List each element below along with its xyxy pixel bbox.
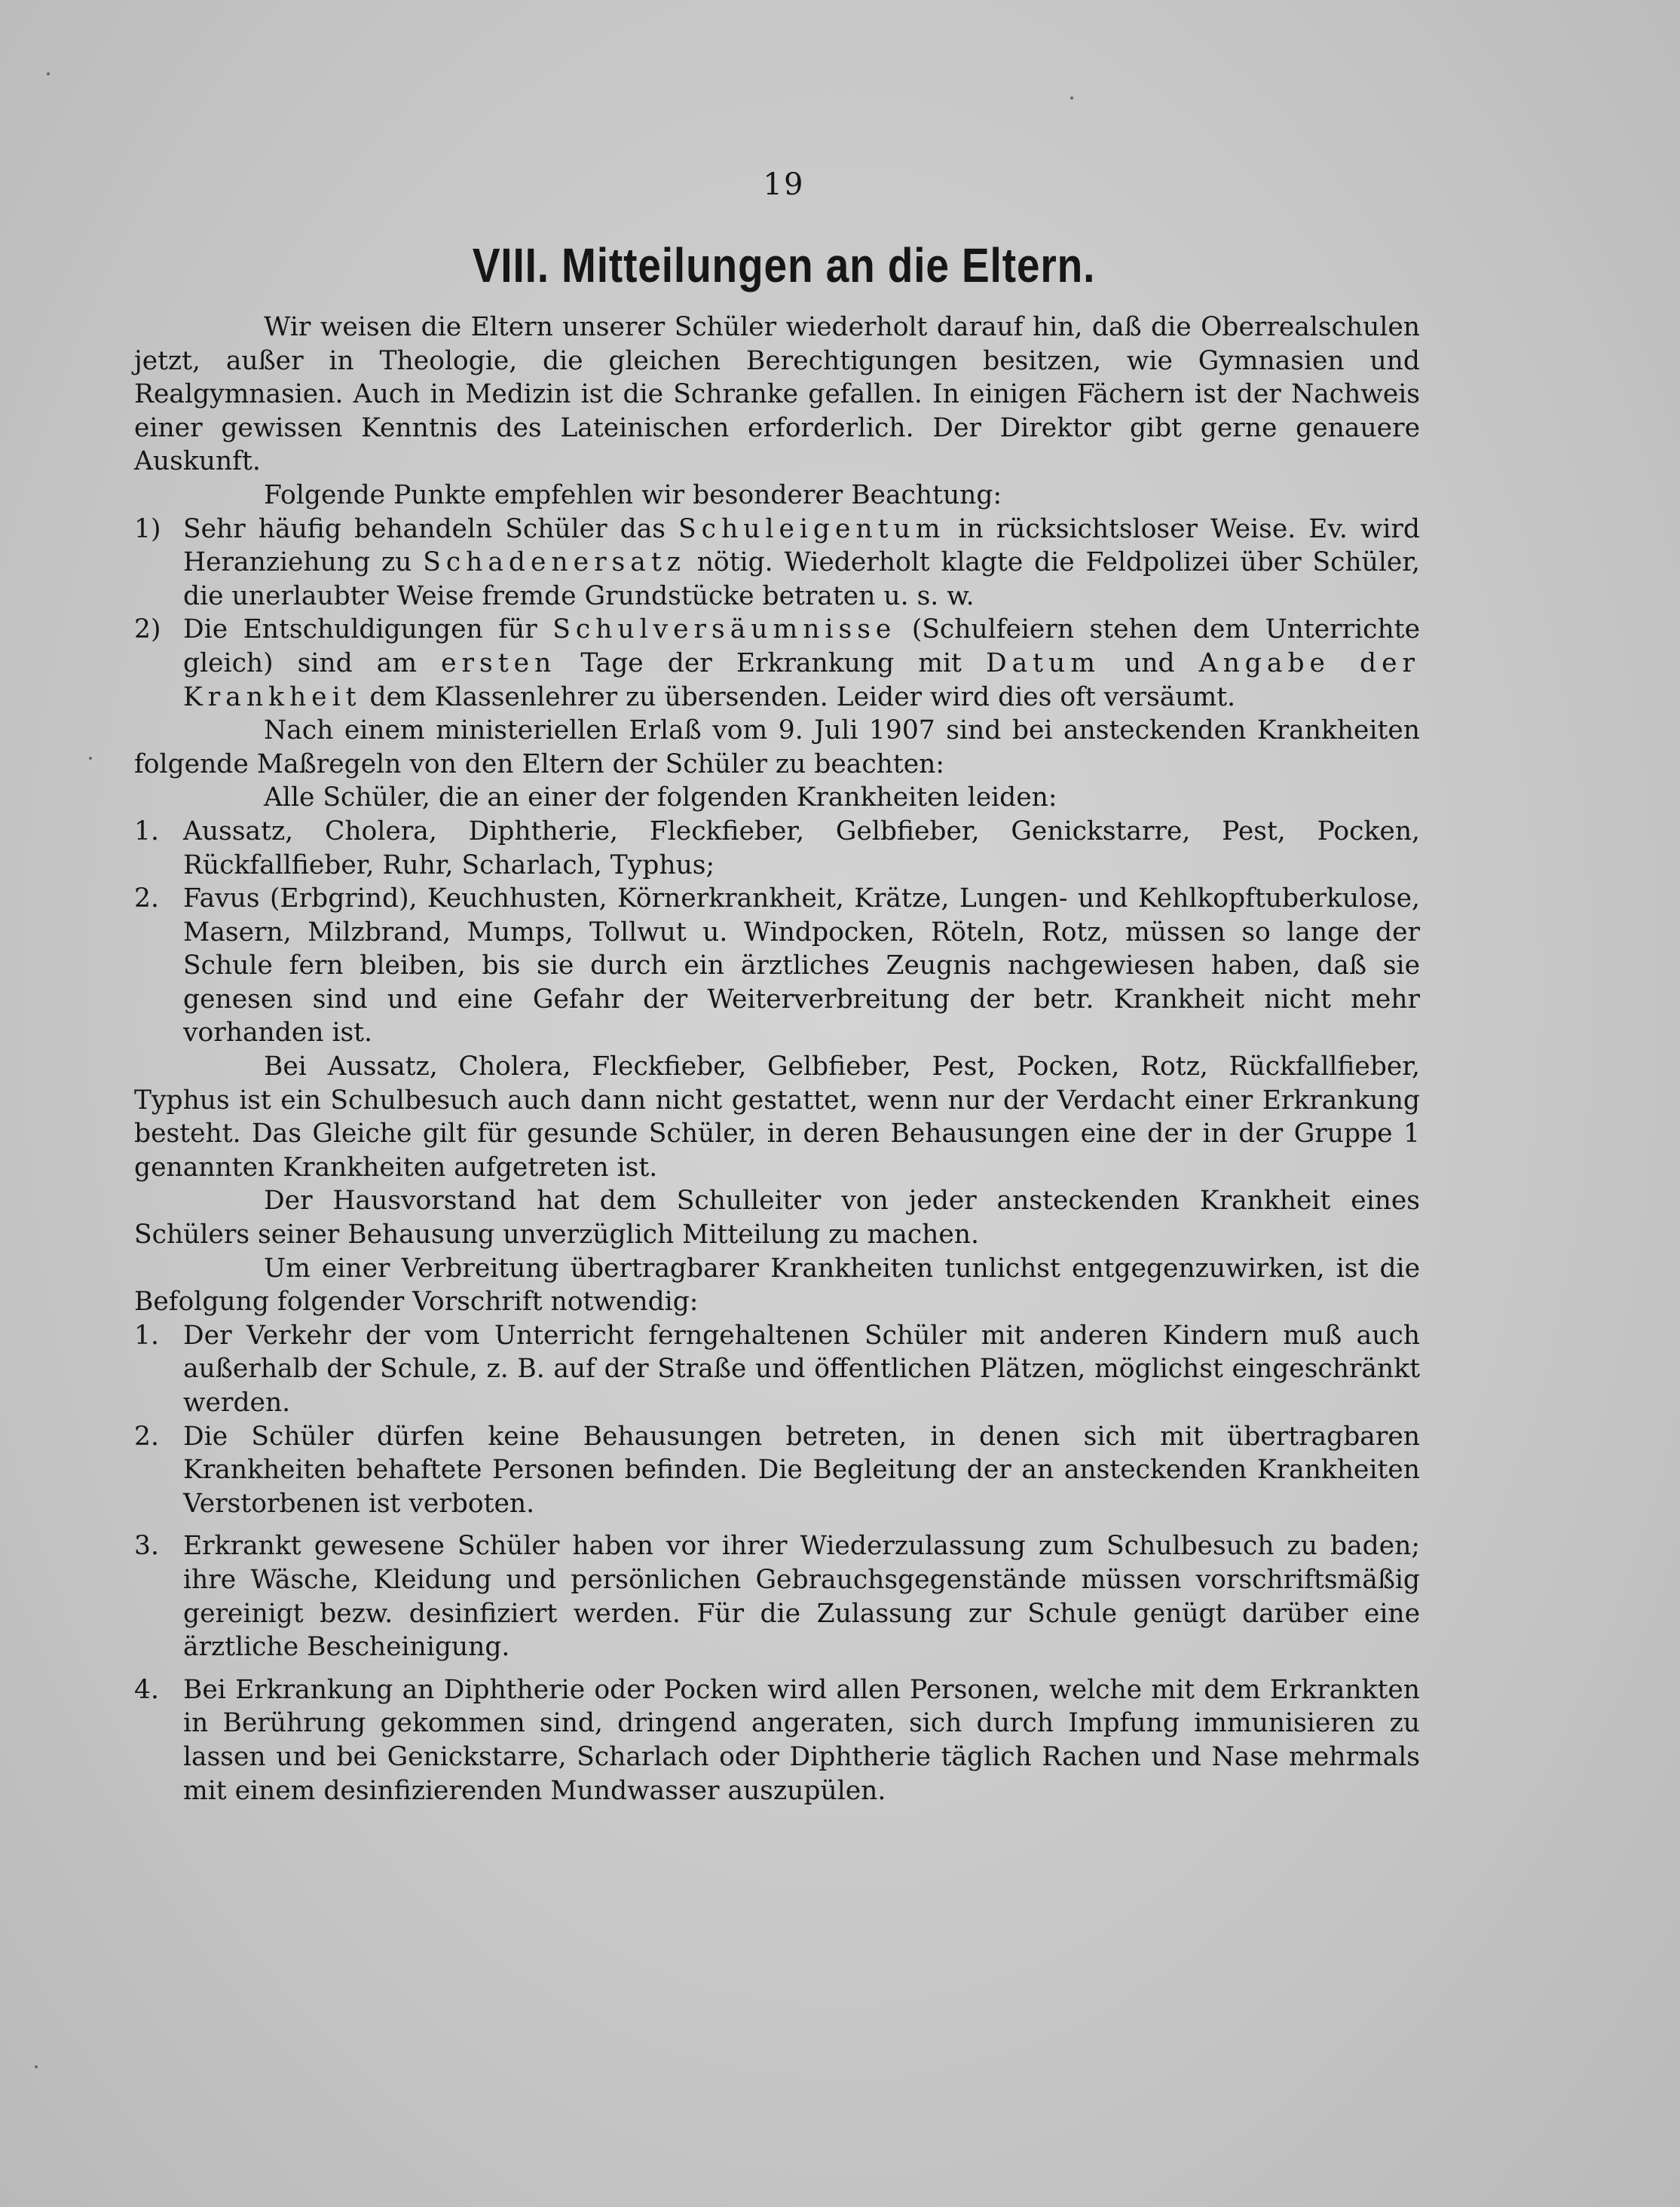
point-text: Sehr häufig behandeln Schüler das bbox=[183, 513, 679, 544]
point-text: Tage der Erkrankung mit bbox=[556, 647, 986, 678]
point-item bbox=[134, 513, 1420, 614]
point-emphasis: Datum bbox=[985, 647, 1100, 678]
point-number: 2) bbox=[134, 614, 161, 645]
point-text: in rücksichtsloser Weise. Ev. wird Heranziehung zu bbox=[183, 513, 1420, 578]
prevention-rule-text: Der Verkehr der vom Unterricht ferngehaltenen Schüler mit anderen Kindern muß auch außerhalb der Schule, z. B. auf der Straße und öffentlichen Plätzen, möglichst eingeschränkt werden. bbox=[183, 1320, 1420, 1418]
point-number: 1) bbox=[134, 513, 161, 544]
point-text: Die Entschuldigungen für bbox=[183, 614, 553, 645]
intro-paragraph: Wir weisen die Eltern unserer Schüler wiederholt darauf hin, daß die Oberrealschulen jetzt, außer in Theologie, die gleichen Berechtigungen besitzen, wie Gymnasien und Realgymnasien. Auch in Medizin ist die Schranke gefallen. In einigen Fächern ist der Nachweis einer gewissen Kenntnis des Lateinischen erforderlich. Der Direktor gibt gerne genauere Auskunft. bbox=[134, 312, 1420, 477]
point-emphasis: Schadenersatz bbox=[423, 547, 686, 578]
point-emphasis: Schulversäumnisse bbox=[552, 614, 897, 645]
prevention-rule-number: 1. bbox=[134, 1320, 159, 1351]
disease-group-item bbox=[134, 815, 1420, 882]
prevention-rule-item bbox=[134, 1319, 1420, 1420]
disease-group-text: Aussatz, Cholera, Diphtherie, Fleckfieber, Gelbfieber, Genickstarre, Pest, Pocken, Rückfallfieber, Ruhr, Scharlach, Typhus; bbox=[183, 816, 1420, 880]
point-text: nötig. Wiederholt klagte die Feldpolizei über Schüler, die unerlaubter Weise fremde Grundstücke betraten u. s. w. bbox=[183, 547, 1420, 611]
prevention-rule-text: Die Schüler dürfen keine Behausungen betreten, in denen sich mit übertragbaren Krankheiten behaftete Personen befinden. Die Begleitung der an ansteckenden Krankheiten Verstorbenen ist verboten. bbox=[183, 1421, 1420, 1519]
suspicion-rule: Bei Aussatz, Cholera, Fleckfieber, Gelbfieber, Pest, Pocken, Rotz, Rückfallfieber, Typhus ist ein Schulbesuch auch dann nicht gestattet, wenn nur der Verdacht einer Erkrankung besteht. Das Gleiche gilt für gesunde Schüler, in deren Behausungen eine der in der Gruppe 1 genannten Krankheiten aufgetreten ist. bbox=[134, 1051, 1420, 1183]
prevention-rule-number: 2. bbox=[134, 1421, 159, 1452]
prevention-intro: Um einer Verbreitung übertragbarer Krankheiten tunlichst entgegenzuwirken, ist die Befolgung folgender Vorschrift notwendig: bbox=[134, 1253, 1420, 1318]
point-item bbox=[134, 613, 1420, 714]
scan-speck bbox=[1070, 96, 1073, 99]
prevention-rule-item bbox=[134, 1529, 1420, 1664]
point-emphasis: Schuleigentum bbox=[678, 513, 946, 544]
page-number: 19 bbox=[763, 167, 805, 202]
scan-speck bbox=[35, 2065, 38, 2068]
prevention-rule-text: Bei Erkrankung an Diphtherie oder Pocken wird allen Personen, welche mit dem Erkrankten in Berührung gekommen sind, dringend angeraten, sich durch Impfung immunisieren zu lassen und bei Genickstarre, Scharlach oder Diphtherie täglich Rachen und Nase mehrmals mit einem desinfizierenden Mundwasser auszupülen. bbox=[183, 1674, 1420, 1806]
point-text: und bbox=[1100, 647, 1199, 678]
prevention-rule-item bbox=[134, 1673, 1420, 1808]
diseases-intro: Alle Schüler, die an einer der folgenden Krankheiten leiden: bbox=[264, 782, 1057, 813]
document-body bbox=[134, 311, 1420, 1808]
points-intro: Folgende Punkte empfehlen wir besonderer Beachtung: bbox=[264, 479, 1002, 510]
disease-group-item bbox=[134, 882, 1420, 1050]
prevention-rule-number: 3. bbox=[134, 1531, 159, 1562]
decree-intro: Nach einem ministeriellen Erlaß vom 9. Juli 1907 sind bei ansteckenden Krankheiten folgende Maßregeln von den Eltern der Schüler zu beachten: bbox=[134, 715, 1420, 779]
page-title: VIII. Mitteilungen an die Eltern. bbox=[472, 238, 1096, 292]
disease-group-number: 2. bbox=[134, 883, 159, 914]
scan-speck bbox=[47, 72, 50, 75]
scan-speck bbox=[89, 757, 92, 760]
point-emphasis: ersten bbox=[441, 647, 557, 678]
point-text: (Schulfeiern stehen dem Unterrichte gleich) sind am bbox=[183, 614, 1421, 678]
disease-group-number: 1. bbox=[134, 816, 159, 846]
prevention-rule-number: 4. bbox=[134, 1674, 159, 1705]
prevention-rule-text: Erkrankt gewesene Schüler haben vor ihrer Wiederzulassung zum Schulbesuch zu baden; ihre Wäsche, Kleidung und persönlichen Gebrauchsgegenstände müssen vorschriftsmäßig gereinigt bezw. desinfiziert werden. Für die Zulassung zur Schule genügt darüber eine ärztliche Bescheinigung. bbox=[183, 1531, 1420, 1663]
prevention-rule-item bbox=[134, 1420, 1420, 1521]
disease-group-text: Favus (Erbgrind), Keuchhusten, Körnerkrankheit, Krätze, Lungen- und Kehlkopftuberkulose, Masern, Milzbrand, Mumps, Tollwut u. Windpocken, Röteln, Rotz, müssen so lange der Schule fern bleiben, bis sie durch ein ärztliches Zeugnis nachgewiesen haben, daß sie genesen sind und eine Gefahr der Weiterverbreitung der betr. Krankheit nicht mehr vorhanden ist. bbox=[183, 883, 1420, 1048]
point-emphasis: Angabe der Krankheit bbox=[183, 647, 1421, 712]
household-rule: Der Hausvorstand hat dem Schulleiter von jeder ansteckenden Krankheit eines Schülers seiner Behausung unverzüglich Mitteilung zu machen. bbox=[134, 1186, 1420, 1250]
point-text: dem Klassenlehrer zu übersenden. Leider wird dies oft versäumt. bbox=[361, 681, 1236, 712]
